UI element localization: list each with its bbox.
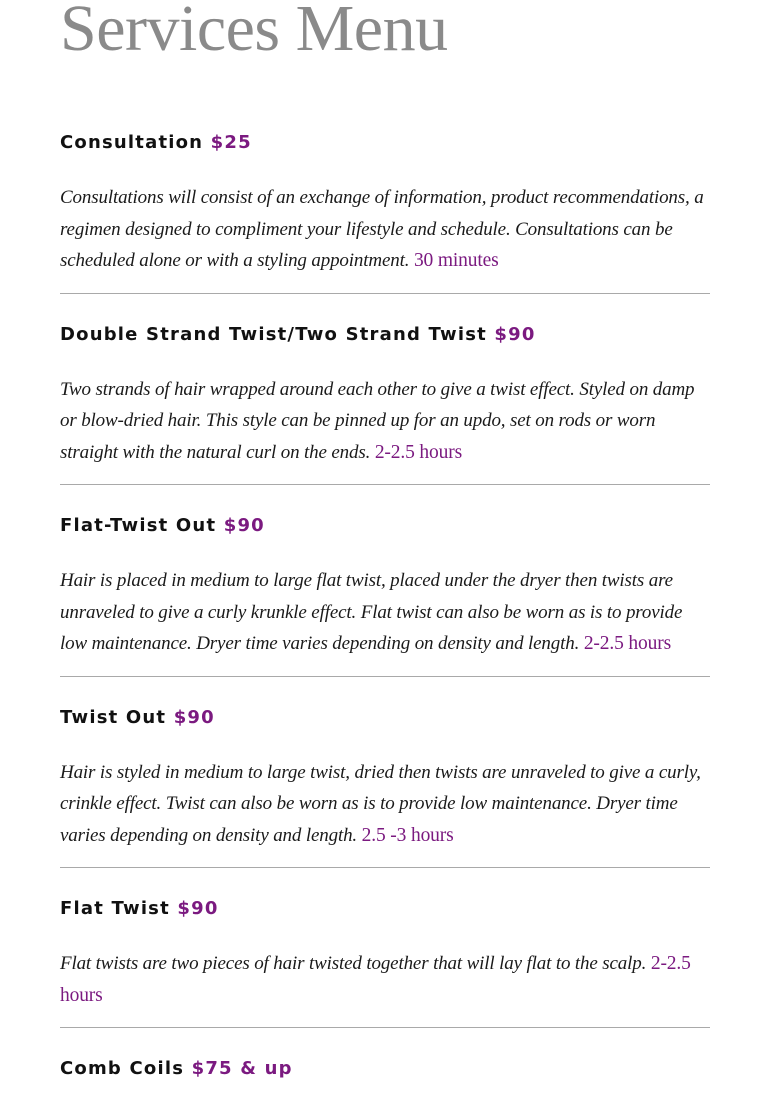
service-duration: 2-2.5 hours [374,441,463,463]
service-item-comb-coils [60,1056,710,1098]
service-item-consultation [60,130,710,294]
service-price: $90 [177,898,219,919]
service-name: Consultation [60,132,204,153]
service-price: $25 [210,132,252,153]
service-description: Two strands of hair wrapped around each other to give a twist effect. Styled on damp or blow-dried hair. This style can be pinned up for an updo, set on rods or worn straight with the natural curl on the ends. [60,378,695,463]
service-duration: 2-2.5 hours [583,633,672,654]
service-heading [60,513,710,539]
page-title: Services Menu [60,0,448,65]
service-name: Flat Twist [60,898,170,919]
service-description-block [60,757,710,852]
service-name: Comb Coils [60,1058,185,1079]
service-price: $90 [223,515,265,536]
service-name: Twist Out [60,706,167,728]
service-description: Flat twists are two pieces of hair twisted together that will lay flat to the scalp. [60,953,647,974]
service-price: $90 [494,323,536,345]
services-list [60,130,710,1120]
service-heading [60,322,710,348]
service-heading [60,896,710,922]
service-duration: 2.5 -3 hours [361,824,454,846]
service-duration: 30 minutes [413,250,499,271]
service-name: Double Strand Twist/Two Strand Twist [60,323,487,345]
service-item-twist-out [60,705,710,869]
service-description-block [60,948,710,1011]
service-description-block [60,374,710,469]
service-description: Hair is styled in medium to large twist, dried then twists are unraveled to give a curly, crinkle effect. Twist can also be worn as is to provide low maintenance. Dryer time varies depending on density and length. [60,761,701,846]
service-item-double-strand-twist [60,322,710,486]
service-heading [60,1056,710,1082]
service-description: Hair is placed in medium to large flat twist, placed under the dryer then twists are unraveled to give a curly krunkle effect. Flat twist can also be worn as is to provide low maintenance. Dryer time varies depending on density and length. [60,570,683,654]
service-heading [60,130,710,156]
service-heading [60,705,710,731]
service-name: Flat-Twist Out [60,515,217,536]
service-duration: 2-2.5 hours [60,953,691,1006]
service-description: Consultations will consist of an exchange of information, product recommendations, a regimen designed to compliment your lifestyle and schedule. Consultations can be scheduled alone or with a styling appointment. [60,187,704,271]
service-description-block [60,565,710,660]
service-description-block [60,182,710,277]
service-item-flat-twist [60,896,710,1028]
service-price: $75 & up [191,1058,293,1079]
service-item-flat-twist-out [60,513,710,677]
service-price: $90 [173,706,215,728]
